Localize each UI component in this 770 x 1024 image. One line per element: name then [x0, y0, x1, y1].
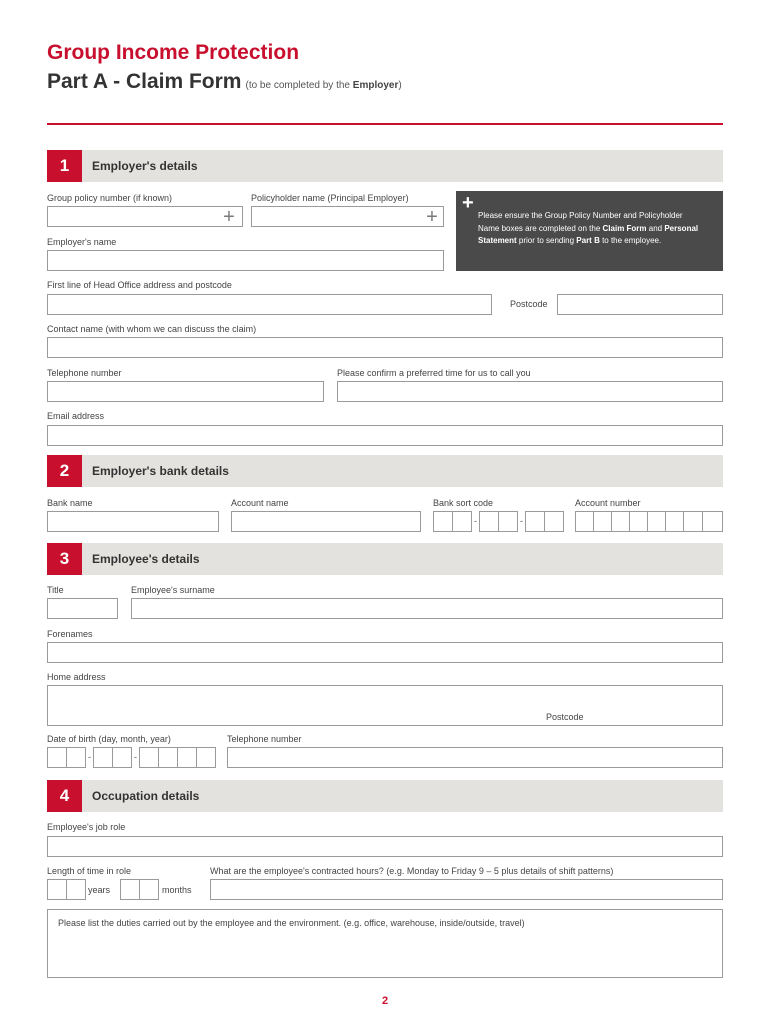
hours-label: What are the employee's contracted hours? (e.g. Monday to Friday 9 – 5 plus details of shift patterns) [210, 866, 614, 876]
section-2-number: 2 [47, 455, 82, 487]
employee-telephone-label: Telephone number [227, 734, 302, 744]
info-personal: Personal [664, 223, 699, 233]
forenames-field[interactable] [47, 642, 723, 663]
dob-digit[interactable] [177, 747, 197, 768]
hours-field[interactable] [210, 879, 723, 900]
contact-label: Contact name (with whom we can discuss the claim) [47, 324, 257, 334]
employer-name-field[interactable] [47, 250, 444, 271]
account-number-digit[interactable] [575, 511, 594, 532]
dob-digit[interactable] [93, 747, 113, 768]
plus-icon: + [462, 192, 474, 214]
info-and: and [646, 223, 665, 233]
years-digit[interactable] [47, 879, 67, 900]
employee-telephone-field[interactable] [227, 747, 723, 768]
policy-number-label: Group policy number (if known) [47, 193, 173, 203]
account-number-digit[interactable] [702, 511, 723, 532]
info-box [456, 191, 723, 271]
postcode-field[interactable] [557, 294, 723, 315]
sort-code-digit[interactable] [525, 511, 545, 532]
months-label: months [162, 885, 192, 895]
surname-label: Employee's surname [131, 585, 215, 595]
section-1-number: 1 [47, 150, 82, 182]
sort-code-dash: - [474, 516, 477, 526]
job-role-label: Employee's job role [47, 822, 126, 832]
sort-code-digit[interactable] [498, 511, 518, 532]
length-label: Length of time in role [47, 866, 132, 876]
bank-name-field[interactable] [47, 511, 219, 532]
title-label: Title [47, 585, 64, 595]
sort-code-digit[interactable] [433, 511, 453, 532]
years-label: years [88, 885, 111, 895]
sort-code-dash: - [520, 516, 523, 526]
info-claim-form: Claim Form [602, 223, 647, 233]
section-4-title: Occupation details [92, 789, 200, 803]
home-postcode-label: Postcode [546, 712, 584, 722]
info-part-b: Part B [576, 236, 600, 245]
policyholder-label: Policyholder name (Principal Employer) [251, 193, 409, 203]
months-digit[interactable] [139, 879, 159, 900]
account-number-digit[interactable] [665, 511, 684, 532]
info-line-1: Please ensure the Group Policy Number and Policyholder [478, 211, 683, 220]
dob-digit[interactable] [112, 747, 132, 768]
sort-code-digit[interactable] [452, 511, 472, 532]
dob-label: Date of birth (day, month, year) [47, 734, 171, 744]
account-number-digit[interactable] [683, 511, 703, 532]
job-role-field[interactable] [47, 836, 723, 857]
bank-name-label: Bank name [47, 498, 93, 508]
account-number-digit[interactable] [611, 511, 630, 532]
plus-icon: + [223, 206, 235, 228]
dob-dash: - [88, 752, 91, 762]
form-title: Group Income Protection [47, 41, 300, 64]
call-time-label: Please confirm a preferred time for us to call you [337, 368, 531, 378]
account-number-label: Account number [575, 498, 641, 508]
subtitle-text: Part A - Claim Form [47, 70, 242, 93]
account-number-digit[interactable] [593, 511, 612, 532]
info-to-employee: to the employee. [599, 236, 662, 245]
address-label: First line of Head Office address and postcode [47, 280, 232, 290]
section-3-number: 3 [47, 543, 82, 575]
home-address-field[interactable] [47, 685, 723, 726]
note-prefix: (to be completed by the [245, 80, 350, 91]
note-bold: Employer [352, 80, 399, 91]
info-statement: Statement [478, 236, 517, 245]
section-2-title: Employer's bank details [92, 464, 229, 478]
home-address-label: Home address [47, 672, 106, 682]
telephone-label: Telephone number [47, 368, 122, 378]
section-3-title: Employee's details [92, 552, 200, 566]
policyholder-field[interactable] [251, 206, 444, 227]
note-suffix: ) [398, 80, 402, 91]
section-4-number: 4 [47, 780, 82, 812]
call-time-field[interactable] [337, 381, 723, 402]
forenames-label: Forenames [47, 629, 93, 639]
months-digit[interactable] [120, 879, 140, 900]
dob-digit[interactable] [139, 747, 159, 768]
dob-dash: - [134, 752, 137, 762]
sort-code-digit[interactable] [544, 511, 564, 532]
sort-code-digit[interactable] [479, 511, 499, 532]
page-number: 2 [381, 995, 389, 1007]
address-field[interactable] [47, 294, 492, 315]
account-name-field[interactable] [231, 511, 421, 532]
info-line-2: Name boxes are completed on the [478, 223, 603, 233]
info-text [478, 210, 718, 248]
dob-digit[interactable] [66, 747, 86, 768]
plus-icon: + [426, 206, 438, 228]
years-digit[interactable] [66, 879, 86, 900]
subtitle-note [245, 80, 401, 91]
form-subtitle [47, 70, 402, 94]
postcode-label: Postcode [510, 299, 548, 309]
header-divider [47, 123, 723, 125]
telephone-field[interactable] [47, 381, 324, 402]
duties-label: Please list the duties carried out by the employee and the environment. (e.g. office, warehouse, inside/outside, travel) [58, 918, 525, 928]
contact-field[interactable] [47, 337, 723, 358]
account-number-digit[interactable] [647, 511, 666, 532]
email-label: Email address [47, 411, 105, 421]
info-prior: prior to sending [516, 236, 577, 245]
email-field[interactable] [47, 425, 723, 446]
account-number-digit[interactable] [629, 511, 648, 532]
sort-code-label: Bank sort code [433, 498, 494, 508]
dob-digit[interactable] [158, 747, 178, 768]
title-field[interactable] [47, 598, 118, 619]
surname-field[interactable] [131, 598, 723, 619]
section-1-title: Employer's details [92, 159, 198, 173]
policy-number-field[interactable] [47, 206, 243, 227]
dob-digit[interactable] [47, 747, 67, 768]
account-name-label: Account name [231, 498, 289, 508]
employer-name-label: Employer's name [47, 237, 117, 247]
dob-digit[interactable] [196, 747, 216, 768]
